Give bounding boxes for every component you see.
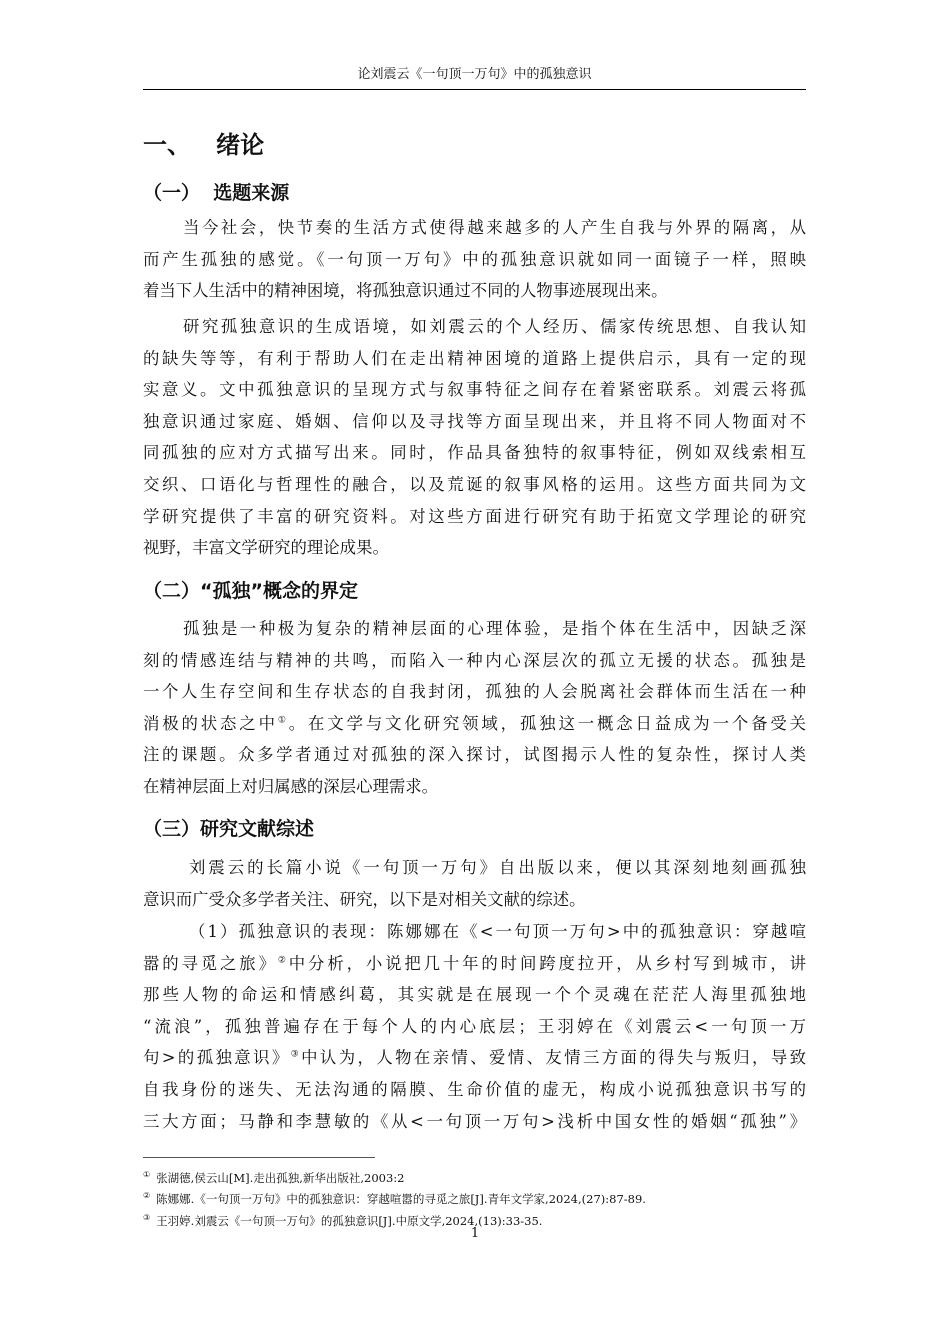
- text-run: 句>的孤独意识》: [143, 1048, 291, 1068]
- text-line: 刘震云的长篇小说《一句顶一万句》自出版以来，便以其深刻地刻画孤独: [189, 858, 806, 877]
- section-title: 研究文献综述: [200, 818, 315, 840]
- text-line: [143, 948, 806, 980]
- running-header: 论刘震云《一句顶一万句》中的孤独意识: [357, 67, 592, 82]
- footnote-2: [143, 1187, 806, 1208]
- footnote-text: 陈娜娜.《一句顶一万句》中的孤独意识：穿越喧嚣的寻觅之旅[J].青年文学家,2024,(27):87-89.: [156, 1192, 646, 1207]
- footnote-mark: ②: [143, 1191, 151, 1201]
- paragraph-5: [143, 916, 806, 1137]
- section-number: （二）: [143, 580, 201, 602]
- text-line: 同孤独的应对方式描写出来。同时，作品具备独特的叙事特征，例如双线索相互: [143, 443, 806, 463]
- footnote-text: 王羽婷.刘震云《一句顶一万句》的孤独意识[J].中原文学,2024,(13):33-35.: [156, 1213, 543, 1228]
- text-line: 研究孤独意识的生成语境，如刘震云的个人经历、儒家传统思想、自我认知: [183, 317, 806, 336]
- paragraph-3: [143, 613, 806, 803]
- text-line: 意识而广受众多学者关注、研究，以下是对相关文献的综述。: [143, 889, 586, 909]
- paragraph-1: [143, 212, 806, 307]
- text-run: 中分析，小说把几十年的时间跨度拉开，从乡村写到城市，讲: [288, 953, 806, 973]
- text-line: （1）孤独意识的表现：陈娜娜在《<一句顶一万句>中的孤独意识：穿越喧: [189, 922, 806, 941]
- footnotes: [143, 1166, 806, 1230]
- text-line: 实意义。文中孤独意识的呈现方式与叙事特征之间存在着紧密联系。刘震云将孤: [143, 380, 806, 400]
- header-rule: [143, 89, 806, 90]
- footnote-mark: ③: [143, 1212, 151, 1222]
- text-line: 学研究提供了丰富的研究资料。对这些方面进行研究有助于拓宽文学理论的研究: [143, 506, 806, 526]
- footnote-ref-1[interactable]: ①: [277, 715, 289, 726]
- chapter-heading: [143, 129, 264, 161]
- text-line: 独意识通过家庭、婚姻、信仰以及寻找等方面呈现出来，并且将不同人物面对不: [143, 411, 806, 431]
- paragraph-2: [143, 311, 806, 564]
- text-line: 那些人物的命运和情感纠葛，其实就是在展现一个个灵魂在茫茫人海里孤独地: [143, 985, 806, 1005]
- text-line: 视野，丰富文学研究的理论成果。: [143, 538, 389, 558]
- footnote-mark: ①: [143, 1170, 151, 1179]
- section-title: “孤独”概念的界定: [200, 580, 358, 602]
- section-title: 选题来源: [213, 182, 290, 204]
- text-line: 注的课题。众多学者通过对孤独的深入探讨，试图揭示人性的复杂性，探讨人类: [143, 745, 806, 765]
- text-line: 当今社会，快节奏的生活方式使得越来越多的人产生自我与外界的隔离，从: [183, 218, 806, 237]
- footnote-ref-2[interactable]: ②: [277, 955, 289, 966]
- text-run: 嚣的寻觅之旅》: [143, 953, 278, 973]
- text-line: 自我身份的迷失、无法沟通的隔膜、生命价值的虚无，构成小说孤独意识书写的: [143, 1079, 806, 1099]
- section-number: （三）: [143, 818, 201, 840]
- text-line: 的缺失等等，有利于帮助人们在走出精神困境的道路上提供启示，具有一定的现: [143, 348, 806, 368]
- text-line: 孤独是一种极为复杂的精神层面的心理体验，是指个体在生活中，因缺乏深: [183, 619, 806, 638]
- text-line: 刻的情感连结与精神的共鸣，而陷入一种内心深层次的孤立无援的状态。孤独是: [143, 650, 806, 670]
- text-line: 三大方面；马静和李慧敏的《从<一句顶一万句>浅析中国女性的婚姻“孤独”》: [143, 1111, 806, 1131]
- text-line: 在精神层面上对归属感的深层心理需求。: [143, 776, 439, 796]
- footnote-ref-3[interactable]: ③: [290, 1049, 302, 1060]
- text-line: 一个人生存空间和生存状态的自我封闭，孤独的人会脱离社会群体而生活在一种: [143, 682, 806, 702]
- footnote-rule: [143, 1157, 375, 1158]
- page-number: 1: [470, 1226, 480, 1241]
- text-run: 。在文学与文化研究领域，孤独这一概念日益成为一个备受关: [288, 713, 806, 733]
- footnote-1: [143, 1166, 806, 1187]
- text-line: “流浪”，孤独普遍存在于每个人的内心底层；王羽婷在《刘震云<一句顶一万: [143, 1016, 806, 1036]
- paragraph-4: [143, 852, 806, 915]
- text-run: 消极的状态之中: [143, 713, 278, 733]
- section-heading-3: [143, 816, 314, 842]
- text-line: [143, 708, 806, 740]
- text-line: 着当下人生活中的精神困境，将孤独意识通过不同的人物事迹展现出来。: [143, 281, 668, 301]
- section-heading-2: [143, 578, 358, 604]
- section-heading-1: [143, 180, 289, 206]
- footnote-text: 张湖德,侯云山[M].走出孤独,新华出版社,2003:2: [156, 1170, 405, 1185]
- chapter-number: 一、: [143, 131, 191, 159]
- section-number: （一）: [143, 182, 201, 204]
- text-line: 而产生孤独的感觉。《一句顶一万句》中的孤独意识就如同一面镜子一样，照映: [143, 249, 806, 269]
- chapter-title: 绪论: [216, 131, 265, 159]
- text-line: [143, 1042, 806, 1074]
- text-run: 中认为，人物在亲情、爱情、友情三方面的得失与叛归，导致: [301, 1048, 806, 1068]
- text-line: 交织、口语化与哲理性的融合，以及荒诞的叙事风格的运用。这些方面共同为文: [143, 474, 806, 494]
